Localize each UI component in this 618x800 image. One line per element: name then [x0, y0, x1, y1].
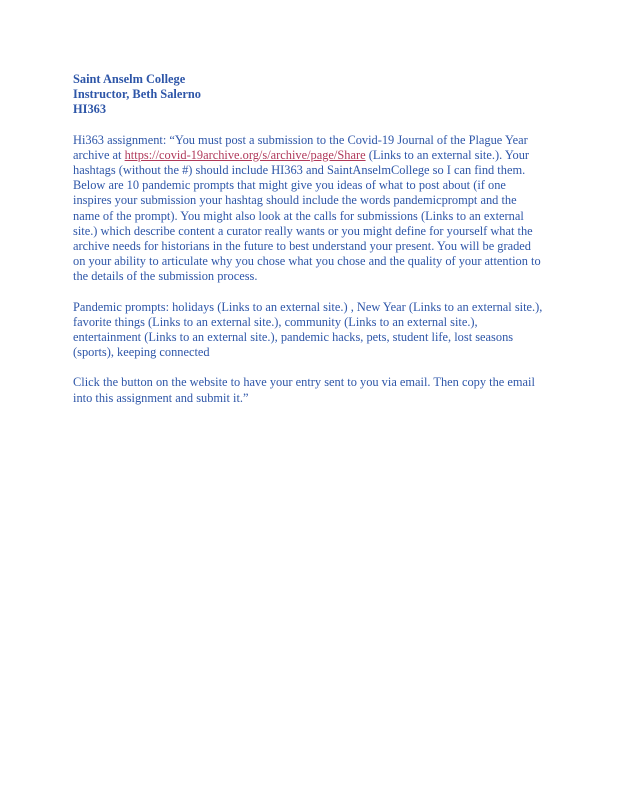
closing-paragraph: [73, 375, 543, 405]
closing-text: Click the button on the website to have your entry sent to you via email. Then copy the email into this assignment and submit it.”: [73, 375, 535, 405]
document-page: [73, 72, 543, 406]
instructor-name: Instructor, Beth Salerno: [73, 87, 201, 102]
archive-share-link[interactable]: https://covid-19archive.org/s/archive/page/Share: [124, 147, 366, 162]
course-code: HI363: [73, 102, 107, 117]
college-name: Saint Anselm College: [73, 72, 186, 86]
assignment-intro: Hi363 assignment: “You must post a submission to the Covid-19 Journal of the Plague Year archive at: [73, 132, 528, 162]
document-header: [73, 72, 543, 118]
assignment-body: (Links to an external site.). Your hashtags (without the #) should include HI363 and SaintAnselmCollege so I can find them. Below are 10 pandemic prompts that might give you ideas of what to post about (if one inspires your submission your hashtag should include the words pandemicprompt and the name of the prompt). You might also look at the calls for submissions (Links to an external site.) which describe content a curator really wants or you might define for yourself what the archive needs for historians in the future to best understand your present. You will be graded on your ability to articulate why you chose what you chose and the quality of your attention to the details of the submission process.: [73, 147, 541, 284]
prompts-text: Pandemic prompts: holidays (Links to an external site.) , New Year (Links to an external site.), favorite things (Links to an external site.), community (Links to an external site.), entertainment (Links to an external site.), pandemic hacks, pets, student life, lost seasons (sports), keeping connected: [73, 299, 543, 360]
prompts-paragraph: [73, 300, 543, 361]
assignment-paragraph: [73, 133, 543, 285]
